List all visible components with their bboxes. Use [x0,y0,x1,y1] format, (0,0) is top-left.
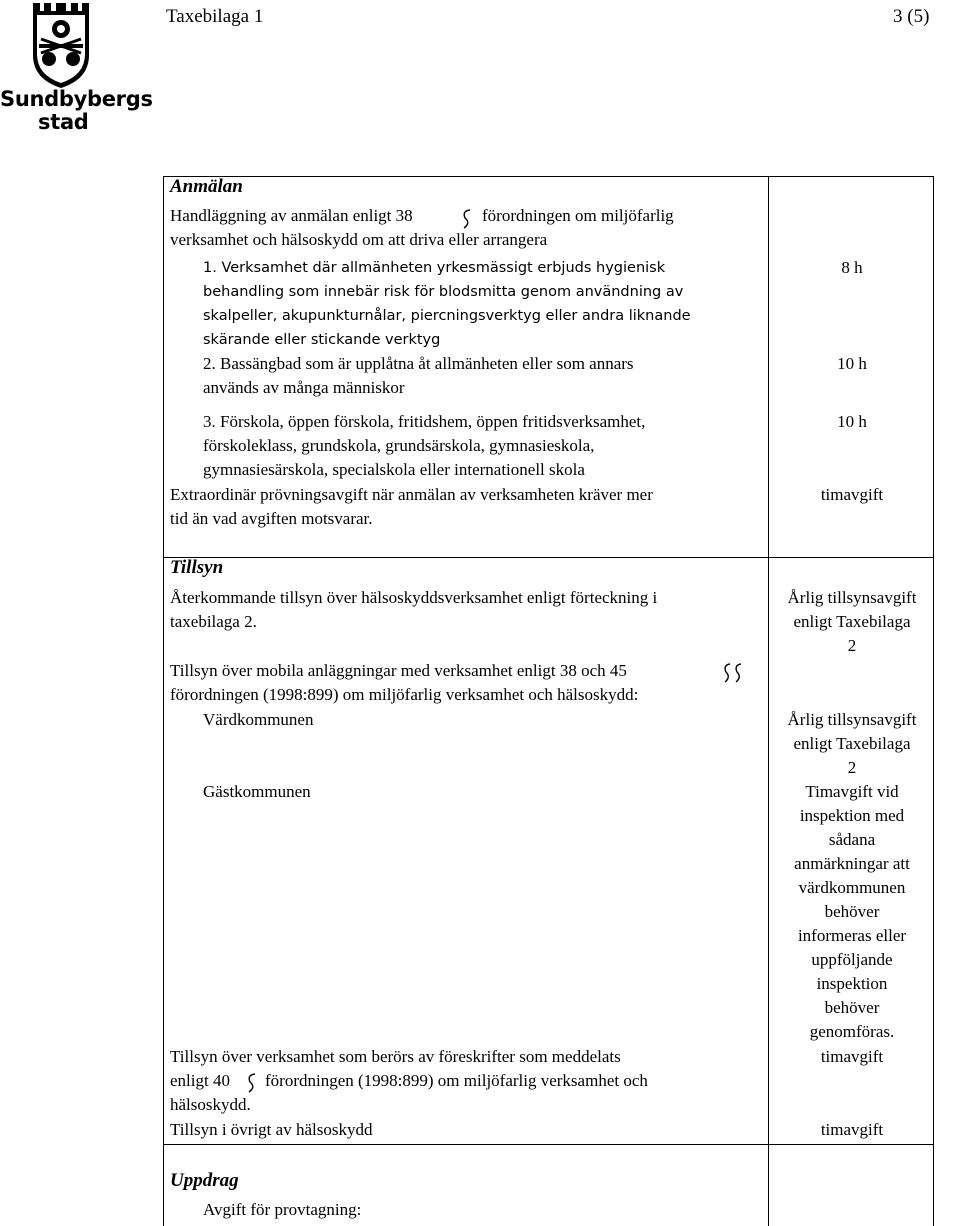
item1-line: 1. Verksamhet där allmänheten yrkesmässigt erbjuds hygienisk [203,260,666,276]
municipal-logo [0,0,153,135]
gastkommunen-fee: anmärkningar att [794,854,910,873]
tillsyn-row2-line: Tillsyn över mobila anläggningar med verksamhet enligt 38 och 45 [170,661,627,680]
item2-line: 2. Bassängbad som är upplåtna åt allmänheten eller som annars [203,354,634,373]
section-sign-icon [460,208,474,230]
table-border-top [163,176,934,177]
item3-line: 3. Förskola, öppen förskola, fritidshem, öppen fritidsverksamhet, [203,412,646,431]
tillsyn-row3-line: hälsoskydd. [170,1095,251,1114]
tillsyn-row1-fee: Årlig tillsynsavgift [787,588,917,607]
gastkommunen-fee: Timavgift vid [805,782,899,801]
extra-fee: timavgift [820,485,884,504]
vardkommunen-fee: 2 [847,758,857,777]
table-border-left [163,176,164,1226]
gastkommunen-fee: informeras eller [797,926,907,945]
logo-name-line1: Sundbybergs [0,87,153,111]
table-row-divider [163,557,934,558]
anmalan-intro-line: verksamhet och hälsoskydd om att driva eller arrangera [170,230,548,249]
gastkommunen-fee: inspektion med [799,806,905,825]
item1-line: behandling som innebär risk för blodsmitta genom användning av [203,284,684,300]
item3-fee: 10 h [837,412,867,431]
section-heading-uppdrag: Uppdrag [170,1170,239,1191]
tillsyn-row1-fee: 2 [847,636,857,655]
item3-line: gymnasiesärskola, specialskola eller internationell skola [203,460,585,479]
gastkommunen-fee: sådana [828,830,876,849]
extra-fee-line: tid än vad avgiften motsvarar. [170,509,373,528]
section-heading-anmalan: Anmälan [170,176,243,197]
gastkommunen-fee: genomföras. [809,1022,895,1041]
item1-fee: 8 h [841,258,863,277]
gastkommunen-fee: behöver [824,998,880,1017]
item2-line: används av många människor [203,378,405,397]
item1-line: skärande eller stickande verktyg [203,332,441,348]
tillsyn-row1-line: Återkommande tillsyn över hälsoskyddsverksamhet enligt förteckning i [170,588,658,607]
anmalan-intro-line: förordningen om miljöfarlig [482,206,674,225]
tillsyn-row3-line: förordningen (1998:899) om miljöfarlig verksamhet och [265,1071,648,1090]
tillsyn-row3-fee: timavgift [820,1047,884,1066]
tillsyn-row2-line: förordningen (1998:899) om miljöfarlig verksamhet och hälsoskydd: [170,685,639,704]
gastkommunen-fee: inspektion [816,974,888,993]
gastkommunen-fee: uppföljande [811,950,893,969]
tillsyn-row4-label: Tillsyn i övrigt av hälsoskydd [170,1120,373,1139]
vardkommunen-label: Värdkommunen [203,710,314,729]
section-heading-tillsyn: Tillsyn [170,557,224,578]
anmalan-intro-line: Handläggning av anmälan enligt 38 [170,206,413,225]
table-row-divider [163,1144,934,1145]
document-title: Taxebilaga 1 [166,6,264,27]
coat-of-arms-icon [27,3,95,89]
item3-line: förskoleklass, grundskola, grundsärskola, gymnasieskola, [203,436,595,455]
logo-name-line2: stad [38,110,89,134]
section-sign-icon [722,662,746,684]
tillsyn-row4-fee: timavgift [820,1120,884,1139]
tillsyn-row3-line: Tillsyn över verksamhet som berörs av föreskrifter som meddelats [170,1047,621,1066]
table-column-divider [768,176,769,1226]
item2-fee: 10 h [837,354,867,373]
vardkommunen-fee: enligt Taxebilaga [793,734,911,753]
tillsyn-row1-line: taxebilaga 2. [170,612,257,631]
page-number: 3 (5) [893,6,930,27]
vardkommunen-fee: Årlig tillsynsavgift [787,710,917,729]
uppdrag-row1-label: Avgift för provtagning: [203,1200,362,1219]
extra-fee-line: Extraordinär prövningsavgift när anmälan av verksamheten kräver mer [170,485,653,504]
tillsyn-row1-fee: enligt Taxebilaga [793,612,911,631]
gastkommunen-fee: värdkommunen [798,878,906,897]
gastkommunen-fee: behöver [824,902,880,921]
tillsyn-row3-line: enligt 40 [170,1071,230,1090]
gastkommunen-label: Gästkommunen [203,782,311,801]
section-sign-icon [245,1072,259,1094]
item1-line: skalpeller, akupunkturnålar, piercningsverktyg eller andra liknande [203,308,691,324]
